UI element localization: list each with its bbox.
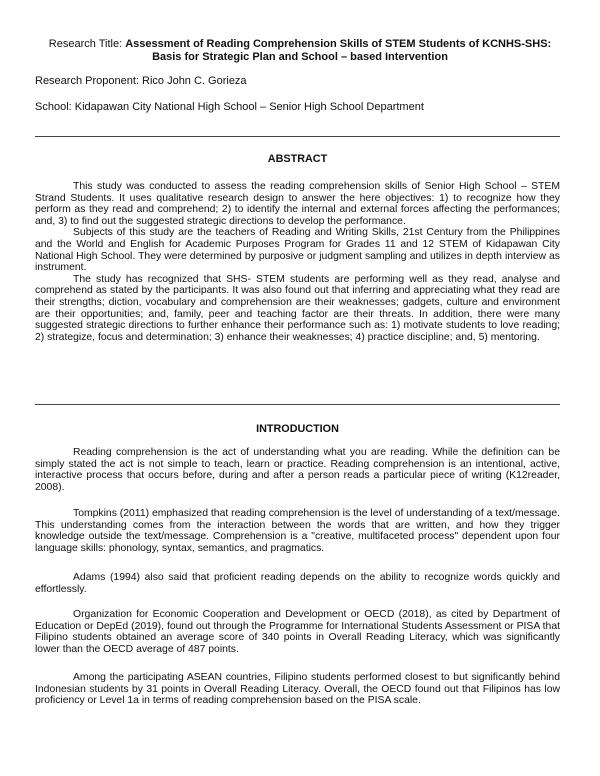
introduction-paragraph: Adams (1994) also said that proficient reading depends on the ability to recognize words quickly and effortlessly. (35, 572, 560, 595)
abstract-body (35, 181, 560, 343)
divider-top (35, 136, 560, 137)
research-proponent: Research Proponent: Rico John C. Gorieza (35, 75, 247, 87)
introduction-paragraph-1 (35, 447, 560, 493)
abstract-paragraph: This study was conducted to assess the reading comprehension skills of Senior High School – STEM Strand Students. It uses qualitative research design to answer the here objectives: 1) to recognize how they perform as they read and comprehend; 2) to identify the internal and external forces affecting the performances; and, 3) to find out the suggested strategic directions to develop the performance. (35, 181, 560, 227)
research-school: School: Kidapawan City National High School – Senior High School Department (35, 101, 424, 113)
introduction-paragraph: Organization for Economic Cooperation and Development or OECD (2018), as cited by Department of Education or DepEd (2019), found out through the Programme for International Students Assessment or PISA that Filipino students obtained an average score of 340 points in Overall Reading Literacy, which was significantly lower than the OECD average of 487 points. (35, 609, 560, 655)
introduction-paragraph: Among the participating ASEAN countries, Filipino students performed closest to but significantly behind Indonesian students by 31 points in Overall Reading Literacy. Overall, the OECD found out that Filipinos has low proficiency or Level 1a in terms of reading comprehension based on the PISA scale. (35, 672, 560, 707)
introduction-paragraph-3 (35, 572, 560, 595)
introduction-paragraph-2 (35, 508, 560, 554)
research-title-text: Assessment of Reading Comprehension Skills of STEM Students of KCNHS-SHS: Basis for Strategic Plan and School – based Intervention (125, 38, 552, 63)
divider-bottom (35, 404, 560, 405)
abstract-paragraph: Subjects of this study are the teachers of Reading and Writing Skills, 21st Century from the Philippines and the World and English for Academic Purposes Program for Grades 11 and 12 STEM of Kidapawan City National High School. They were determined by purposive or judgment sampling and utilizes in depth interview as instrument. (35, 227, 560, 274)
abstract-paragraph: The study has recognized that SHS- STEM students are performing well as they read, analyse and comprehend as stated by the participants. It was also found out that inferring and appreciating what they read are their strengths; diction, vocabulary and comprehension are their weaknesses; gadgets, culture and environment are their opportunities; and, family, peer and teaching factor are their threats. In addition, there were many suggested strategic directions to further enhance their performance such as: 1) motivate students to love reading; 2) strategize, focus and determination; 3) enhance their weaknesses; 4) practice discipline; and, 5) mentoring. (35, 273, 560, 343)
introduction-paragraph: Tompkins (2011) emphasized that reading comprehension is the level of understanding of a text/message. This understanding comes from the interaction between the words that are written, and how they trigger knowledge outside the text/message. Comprehension is a "creative, multifaceted process" dependent upon four language skills: phonology, syntax, semantics, and pragmatics. (35, 508, 560, 554)
research-title-label: Research Title: (48, 38, 123, 50)
research-title (35, 38, 565, 64)
abstract-heading: ABSTRACT (267, 153, 328, 165)
introduction-paragraph-5 (35, 672, 560, 707)
introduction-heading: INTRODUCTION (256, 423, 339, 435)
introduction-paragraph: Reading comprehension is the act of understanding what you are reading. While the definition can be simply stated the act is not simple to teach, learn or practice. Reading comprehension is an intentional, active, interactive process that occurs before, during and after a person reads a particular piece of writing (K12reader, 2008). (35, 447, 560, 493)
introduction-paragraph-4 (35, 609, 560, 655)
